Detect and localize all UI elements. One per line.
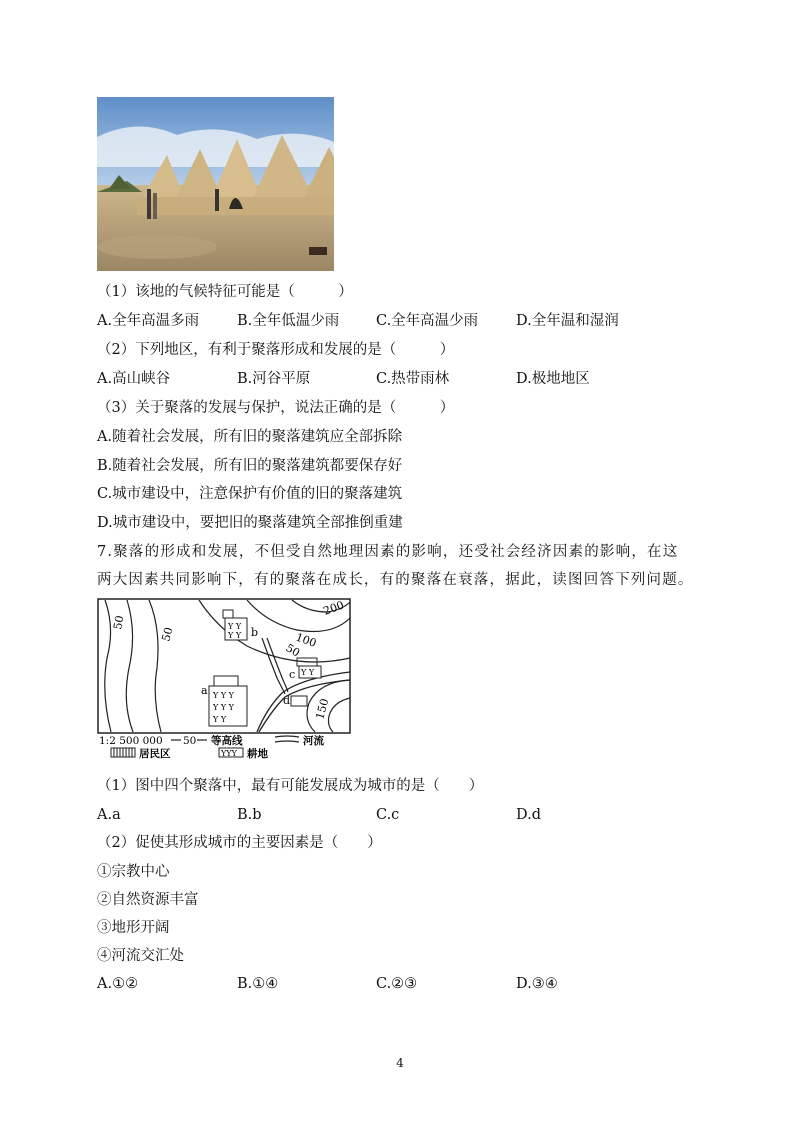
- contour-label: 100: [293, 630, 319, 651]
- farmland-glyph: Y Y: [301, 668, 315, 677]
- farmland-glyph: Y Y: [228, 622, 242, 631]
- beehive-houses-photo: [97, 97, 334, 271]
- q7-s2-option-a: A.①②: [97, 976, 139, 992]
- q6-s2-option-b: B.河谷平原: [237, 371, 311, 387]
- q6-s2-stem: （2）下列地区，有利于聚落形成和发展的是（ ）: [97, 342, 455, 358]
- q6-s1-option-c: C.全年高温少雨: [376, 313, 479, 329]
- farmland-glyph: Y Y Y: [213, 691, 234, 700]
- photo-drawing: [97, 97, 334, 271]
- q7-s1-option-a: A.a: [97, 807, 121, 823]
- settlement-contour-map: [97, 598, 352, 760]
- q6-s1-stem: （1）该地的气候特征可能是（ ）: [97, 284, 353, 300]
- q7-s2-stem: （2）促使其形成城市的主要因素是（ ）: [97, 835, 382, 851]
- q7-s1-option-d: D.d: [516, 807, 541, 823]
- farmland-glyph: Y Y: [213, 715, 227, 724]
- q7-intro: [97, 538, 707, 594]
- settlement-b-label: b: [251, 626, 259, 639]
- q6-s2-option-d: D.极地地区: [516, 371, 590, 387]
- q7-intro-line-1: 7.聚落的形成和发展，不但受自然地理因素的影响，还受社会经济因素的影响，在这: [97, 544, 679, 560]
- q7-s1-stem: （1）图中四个聚落中，最有可能发展成为城市的是（ ）: [97, 778, 484, 794]
- q6-s1-option-b: B.全年低温少雨: [237, 313, 340, 329]
- legend-contour-label: 等高线: [211, 735, 243, 747]
- legend-residential-hatch: [114, 748, 132, 757]
- settlement-c-label: c: [289, 668, 296, 681]
- contour-label: 50: [159, 625, 176, 643]
- legend-river-symbol: [275, 736, 299, 742]
- q7-s2-option-c: C.②③: [376, 976, 418, 992]
- contour-label: 50: [283, 641, 303, 660]
- legend-farmland-label: 耕地: [247, 748, 268, 760]
- q6-s2-option-c: C.热带雨林: [376, 371, 450, 387]
- farmland-glyph: Y Y: [228, 631, 242, 640]
- q6-s3-stem: （3）关于聚落的发展与保护，说法正确的是（ ）: [97, 400, 455, 416]
- settlement-a-label: a: [201, 684, 208, 697]
- q7-intro-line-2: 两大因素共同影响下，有的聚落在成长，有的聚落在衰落，据此，读图回答下列问题。: [97, 572, 694, 588]
- map-drawing: [97, 598, 352, 760]
- legend-farmland-glyph: YYY: [221, 749, 237, 758]
- page-number: 4: [396, 1056, 404, 1070]
- q7-s2-option-b: B.①④: [237, 976, 279, 992]
- legend-contour-value: 50: [183, 735, 197, 747]
- contour-label: 200: [321, 598, 346, 618]
- q6-s1-option-a: A.全年高温多雨: [97, 313, 200, 329]
- contour-label: 150: [313, 697, 332, 721]
- contour-label: 50: [111, 614, 127, 631]
- q6-s3-option-c: C.城市建设中，注意保护有价值的旧的聚落建筑: [97, 486, 403, 502]
- q7-s2-option-d: D.③④: [516, 976, 558, 992]
- q7-s2-item-3: ③地形开阔: [97, 920, 170, 936]
- legend-residential-label: 居民区: [139, 748, 171, 760]
- farmland-glyph: Y Y Y: [213, 703, 234, 712]
- q6-s2-option-a: A.高山峡谷: [97, 371, 171, 387]
- q7-s2-item-4: ④河流交汇处: [97, 948, 184, 964]
- q6-s1-option-d: D.全年温和湿润: [516, 313, 619, 329]
- q6-s3-option-d: D.城市建设中，要把旧的聚落建筑全部推倒重建: [97, 515, 403, 531]
- q6-s3-option-b: B.随着社会发展，所有旧的聚落建筑都要保存好: [97, 458, 403, 474]
- q7-s2-item-2: ②自然资源丰富: [97, 892, 199, 908]
- q7-s1-option-c: C.c: [376, 807, 400, 823]
- q6-s3-option-a: A.随着社会发展，所有旧的聚落建筑应全部拆除: [97, 429, 403, 445]
- legend-river-label: 河流: [303, 735, 324, 747]
- q7-s1-option-b: B.b: [237, 807, 262, 823]
- q7-s2-item-1: ①宗教中心: [97, 864, 170, 880]
- map-scale: 1:2 500 000: [99, 735, 163, 747]
- settlement-d-label: d: [283, 694, 291, 707]
